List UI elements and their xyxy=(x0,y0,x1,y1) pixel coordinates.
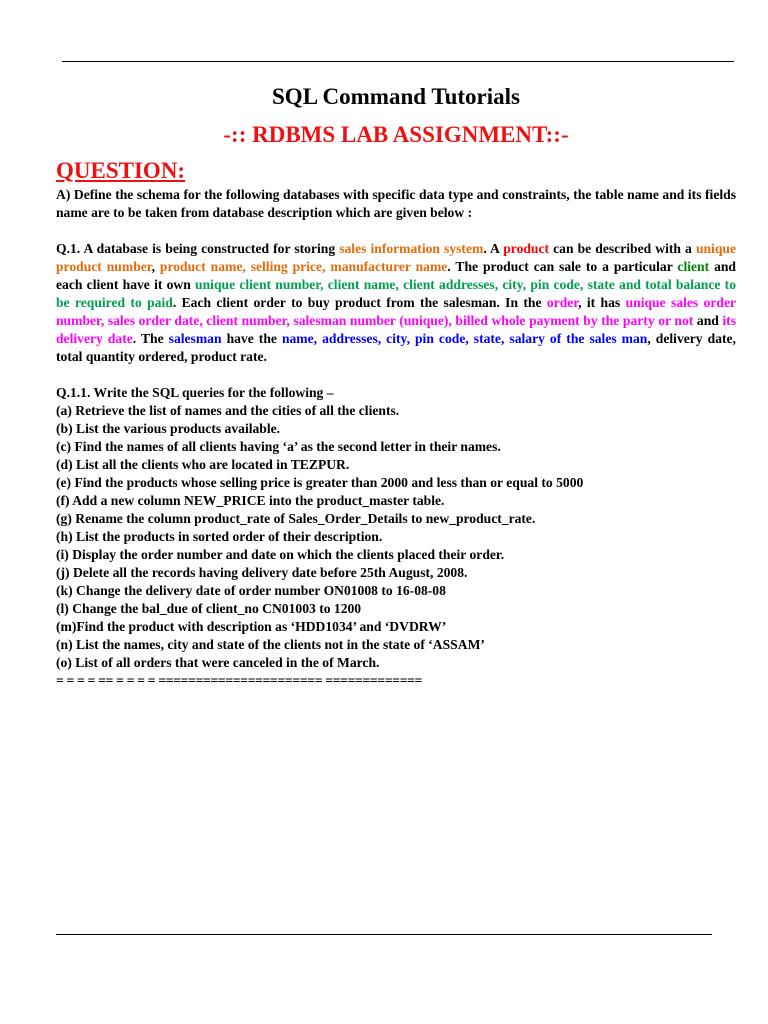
q1-highlight-order: order xyxy=(546,295,579,310)
q1-highlight-product: product xyxy=(503,241,550,256)
q1-text: , it has xyxy=(578,295,626,310)
q1-highlight-product-fields: product name, selling price, manufacturer name xyxy=(159,259,448,274)
bottom-rule xyxy=(56,934,712,935)
list-item: (o) List of all orders that were canceled in the of March. xyxy=(56,655,380,670)
q1-text: have the xyxy=(221,331,282,346)
list-item: (i) Display the order number and date on which the clients placed their order. xyxy=(56,547,505,562)
top-rule xyxy=(62,61,734,62)
list-item: (j) Delete all the records having delivery date before 25th August, 2008. xyxy=(56,565,468,580)
q1-highlight-salesman: salesman xyxy=(168,331,222,346)
list-item: (b) List the various products available. xyxy=(56,421,281,436)
query-list xyxy=(56,402,736,672)
question-heading: QUESTION: xyxy=(56,158,186,183)
list-item: (f) Add a new column NEW_PRICE into the product_master table. xyxy=(56,493,445,508)
assignment-title: -:: RDBMS LAB ASSIGNMENT::- xyxy=(223,122,569,147)
intro-paragraph: A) Define the schema for the following databases with specific data type and constraints, the table name and its fields name are to be taken from database description which are given below : xyxy=(56,187,736,220)
q1-text: , xyxy=(151,259,160,274)
document-page xyxy=(56,80,736,690)
list-item: (e) Find the products whose selling price is greater than 2000 and less than or equal to 5000 xyxy=(56,475,584,490)
q1-highlight-system: sales information system xyxy=(339,241,484,256)
list-item: (h) List the products in sorted order of their description. xyxy=(56,529,383,544)
q1-text: . The product can sale to a particular xyxy=(447,259,678,274)
list-item: (a) Retrieve the list of names and the cities of all the clients. xyxy=(56,403,400,418)
q1-text: . A xyxy=(483,241,504,256)
spacer xyxy=(56,366,736,384)
q1-highlight-salesman-fields: name, addresses, city, pin code, state, salary of the sales man xyxy=(281,331,648,346)
q1-highlight-client-fields: unique client number, client name, client addresses, city, pin code, state and total balance to be required to paid xyxy=(56,277,736,310)
q1-text: and xyxy=(693,313,723,328)
list-item: (l) Change the bal_due of client_no CN01003 to 1200 xyxy=(56,601,362,616)
q1-text: Q.1. A database is being constructed for storing xyxy=(56,241,340,256)
q1-highlight-product-number: unique product number xyxy=(56,241,736,274)
q11-heading: Q.1.1. Write the SQL queries for the following – xyxy=(56,385,334,400)
q1-text: can be described with a xyxy=(549,241,696,256)
q1-highlight-client: client xyxy=(677,259,710,274)
q1-highlight-delivery: its delivery date xyxy=(56,313,736,346)
spacer xyxy=(56,222,736,240)
list-item: (d) List all the clients who are located in TEZPUR. xyxy=(56,457,350,472)
q1-text: . The xyxy=(132,331,169,346)
q1-text: and each client have it own xyxy=(56,259,736,292)
q1-paragraph xyxy=(56,240,736,366)
list-item: (g) Rename the column product_rate of Sales_Order_Details to new_product_rate. xyxy=(56,511,536,526)
separator-line: = = = = == = = = = ====================== ============= xyxy=(56,673,423,688)
list-item: (n) List the names, city and state of the clients not in the state of ‘ASSAM’ xyxy=(56,637,485,652)
q1-text: . Each client order to buy product from the salesman. In the xyxy=(172,295,547,310)
q1-text: , delivery date, total quantity ordered, product rate. xyxy=(56,331,736,364)
q1-highlight-order-fields: unique sales order number, sales order date, client number, salesman number (unique), billed whole payment by the party or not xyxy=(56,295,737,328)
list-item: (c) Find the names of all clients having ‘a’ as the second letter in their names. xyxy=(56,439,501,454)
list-item: (m)Find the product with description as ‘HDD1034’ and ‘DVDRW’ xyxy=(56,619,447,634)
page-title: SQL Command Tutorials xyxy=(272,84,520,109)
list-item: (k) Change the delivery date of order number ON01008 to 16-08-08 xyxy=(56,583,446,598)
